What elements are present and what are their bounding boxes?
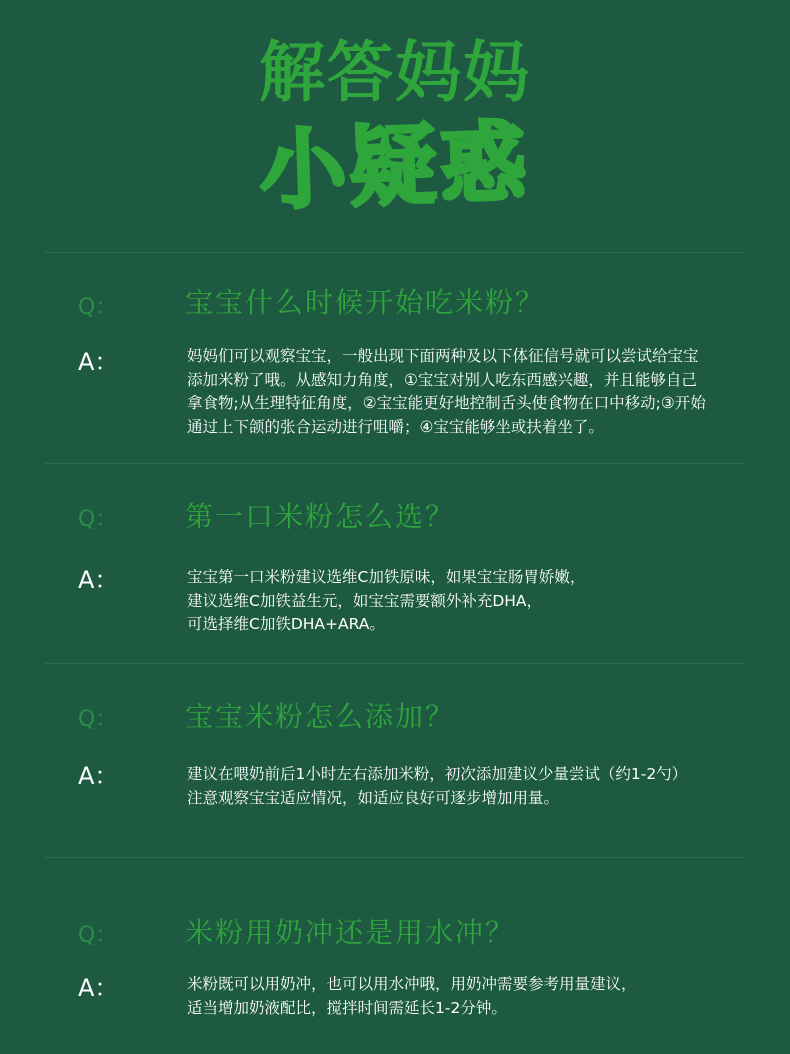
answer-label: A： <box>78 566 119 594</box>
question-label: Q： <box>78 707 118 732</box>
answer-line: 宝宝第一口米粉建议选维C加铁原味，如果宝宝肠胃娇嫩， <box>187 568 586 586</box>
divider <box>45 463 745 464</box>
divider <box>45 857 745 858</box>
question-text: 第一口米粉怎么选？ <box>185 500 456 533</box>
answer-label: A： <box>78 974 119 1002</box>
answer-line: 妈妈们可以观察宝宝，一般出现下面两种及以下体征信号就可以尝试给宝宝 <box>187 347 699 365</box>
answer-line: 拿食物;从生理特征角度，②宝宝能更好地控制舌头使食物在口中移动;③开始 <box>187 394 706 412</box>
answer-label: A： <box>78 762 119 790</box>
answer-line: 通过上下颌的张合运动进行咀嚼；④宝宝能够坐或扶着坐了。 <box>187 417 604 436</box>
answer-line: 可选择维C加铁DHA+ARA。 <box>187 615 385 633</box>
answer-line: 适当增加奶液配比，搅拌时间需延长1-2分钟。 <box>187 998 507 1017</box>
answer-text <box>187 566 585 637</box>
question-text: 宝宝什么时候开始吃米粉？ <box>185 286 546 319</box>
answer-line: 建议选维C加铁益生元，如宝宝需要额外补充DHA， <box>187 591 543 610</box>
answer-text <box>187 973 637 1020</box>
answer-line: 建议在喂奶前后1小时左右添加米粉，初次添加建议少量尝试（约1-2勺） <box>187 765 688 783</box>
question-text: 宝宝米粉怎么添加？ <box>185 700 456 733</box>
answer-line: 添加米粉了哦。从感知力角度，①宝宝对别人吃东西感兴趣，并且能够自己 <box>187 370 697 389</box>
divider <box>45 252 745 253</box>
answer-text <box>187 763 687 810</box>
question-text: 米粉用奶冲还是用水冲？ <box>185 916 516 949</box>
answer-label: A： <box>78 348 119 376</box>
question-label: Q： <box>78 923 118 948</box>
question-label: Q： <box>78 507 118 532</box>
divider <box>45 663 745 664</box>
page-title: 解答妈妈 <box>259 34 531 111</box>
answer-line: 注意观察宝宝适应情况，如适应良好可逐步增加用量。 <box>187 788 560 807</box>
question-label: Q： <box>78 295 118 320</box>
answer-text <box>187 345 706 439</box>
answer-line: 米粉既可以用奶冲，也可以用水冲哦，用奶冲需要参考用量建议， <box>187 975 637 993</box>
page-subtitle: 小疑惑 <box>258 112 532 222</box>
